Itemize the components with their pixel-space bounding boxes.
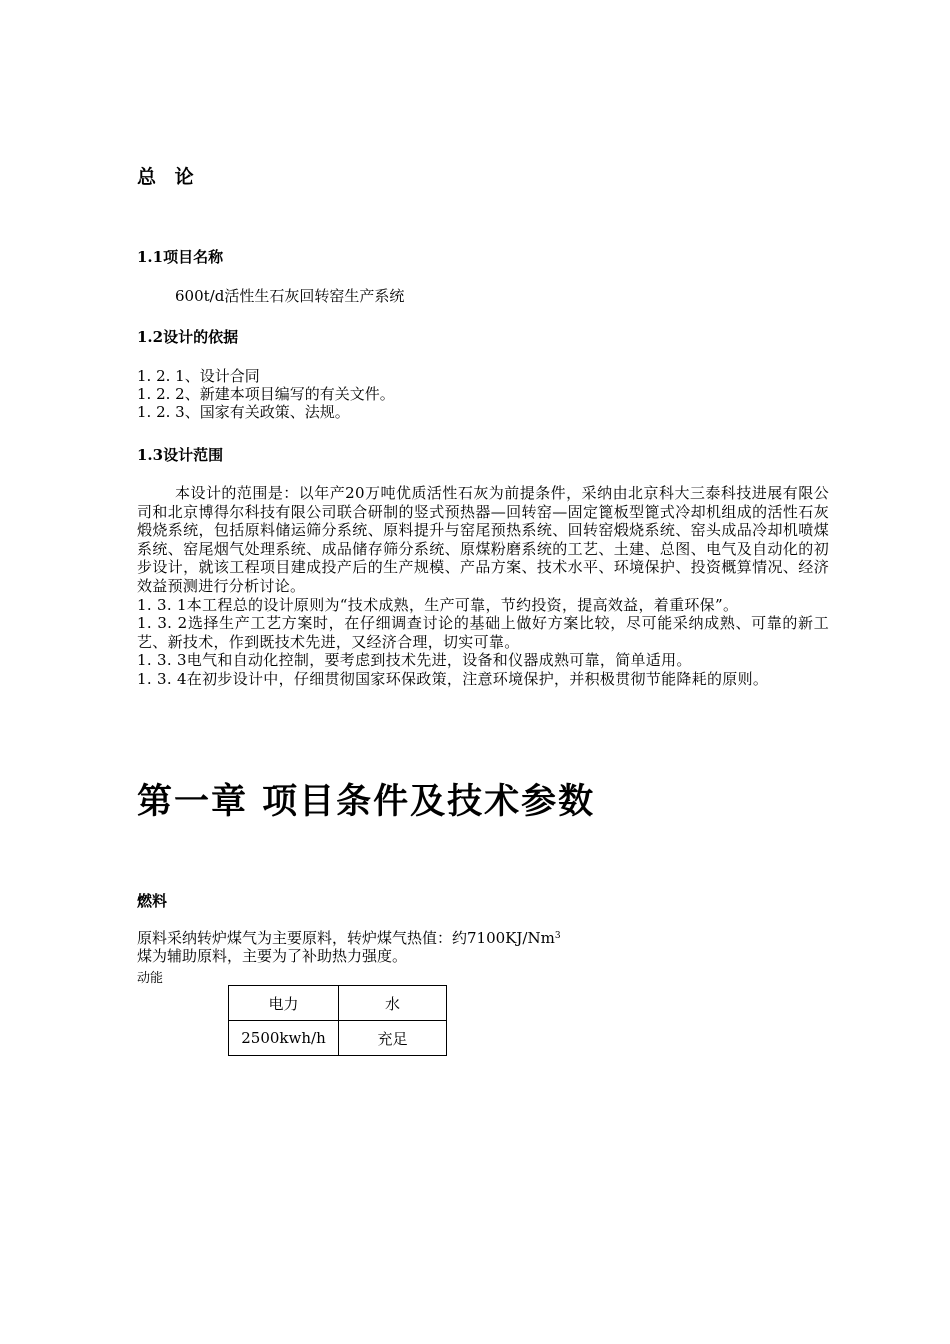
fuel-heading: 燃料 (137, 892, 168, 910)
list-item: 1. 3. 3电气和自动化控制，要考虑到技术先进，设备和仪器成熟可靠，简单适用。 (137, 651, 692, 670)
project-name: 600t/d活性生石灰回转窑生产系统 (175, 287, 405, 305)
table-row (229, 1021, 447, 1056)
superscript: 3 (554, 931, 561, 941)
fuel-line-1 (137, 929, 561, 947)
table-header-cell: 水 (339, 986, 447, 1021)
list-item: 1. 3. 2选择生产工艺方案时，在仔细调查讨论的基础上做好方案比较，尽可能采纳成熟、可靠的新工艺、新技术，作到既技术先进，又经济合理，切实可靠。 (137, 614, 829, 651)
fuel-line-2: 煤为辅助原料，主要为了补助热力强度。 (137, 947, 408, 965)
table-cell: 充足 (339, 1021, 447, 1056)
design-scope-paragraph: 本设计的范围是：以年产20万吨优质活性石灰为前提条件，采纳由北京科大三泰科技进展有限公司和北京博得尔科技有限公司联合研制的竖式预热器—回转窑—固定篦板型篦式冷却机组成的活性石灰煅烧系统，包括原料储运筛分系统、原料提升与窑尾预热系统、回转窑煅烧系统、窑头成品冷却机喷煤系统、窑尾烟气处理系统、成品储存筛分系统、原煤粉磨系统的工艺、土建、总图、电气及自动化的初步设计，就该工程项目建成投产后的生产规模、产品方案、技术水平、环境保护、投资概算情况、经济效益预测进行分析讨论。 (137, 484, 829, 595)
section-1-3-heading: 1.3设计范围 (137, 446, 224, 464)
list-item: 1. 3. 1本工程总的设计原则为“技术成熟，生产可靠，节约投资，提高效益，着重环保”。 (137, 595, 739, 614)
chapter-title: 第一章 项目条件及技术参数 (137, 781, 596, 822)
table-row (229, 986, 447, 1021)
design-scope-block (137, 484, 829, 689)
overview-title: 总 论 (137, 166, 200, 188)
fuel-text: 原料采纳转炉煤气为主要原料，转炉煤气热值：约7100KJ/Nm (137, 929, 555, 947)
section-1-1-heading: 1.1项目名称 (137, 248, 224, 266)
design-basis-list (137, 367, 395, 421)
table-cell: 2500kwh/h (229, 1021, 339, 1056)
table-header-cell: 电力 (229, 986, 339, 1021)
section-1-2-heading: 1.2设计的依据 (137, 328, 239, 346)
list-item: 1. 2. 2、新建本项目编写的有关文件。 (137, 385, 395, 403)
list-item: 1. 3. 4在初步设计中，仔细贯彻国家环保政策，注意环境保护，并积极贯彻节能降耗的原则。 (137, 669, 769, 688)
energy-label: 动能 (137, 971, 164, 986)
list-item: 1. 2. 3、国家有关政策、法规。 (137, 403, 350, 421)
energy-table (228, 985, 447, 1056)
list-item: 1. 2. 1、设计合同 (137, 367, 260, 385)
